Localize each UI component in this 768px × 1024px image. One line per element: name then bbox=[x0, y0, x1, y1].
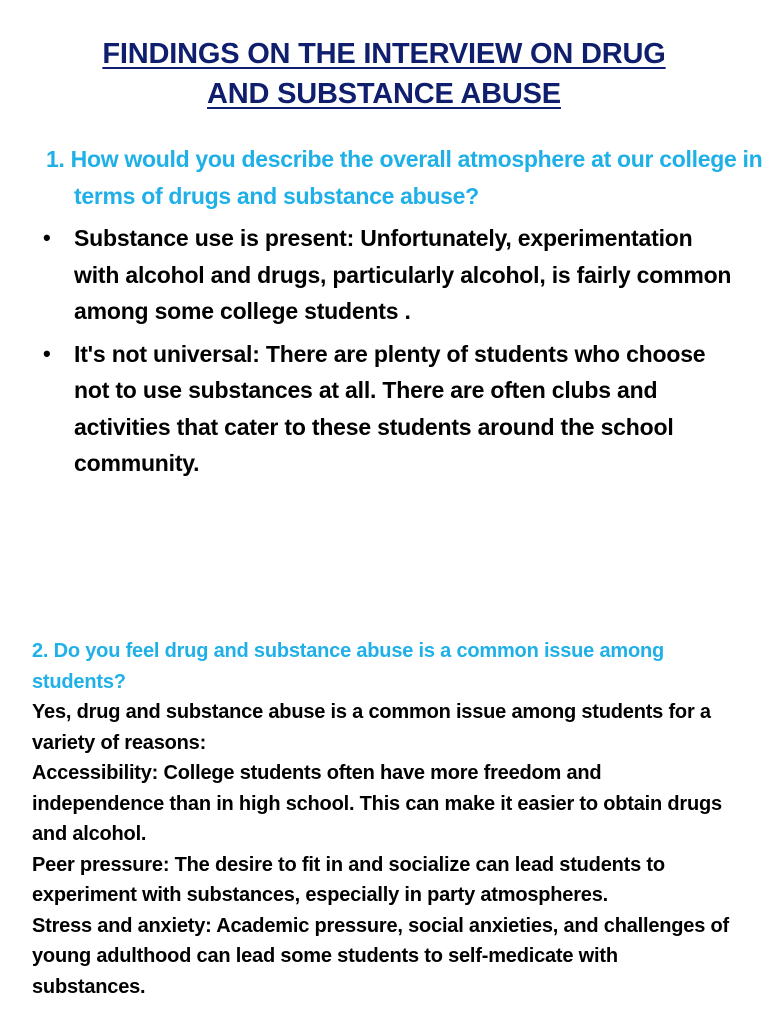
bullet-item bbox=[40, 220, 740, 330]
answer-paragraph: Peer pressure: The desire to fit in and socialize can lead students to experiment with substances, especially in party atmospheres. bbox=[32, 853, 665, 906]
bullet-icon: • bbox=[43, 225, 51, 250]
answer-paragraph: Yes, drug and substance abuse is a common issue among students for a variety of reasons: bbox=[32, 701, 711, 754]
bullet-text: Substance use is present: Unfortunately, experimentation with alcohol and drugs, particularly alcohol, is fairly common among some college students . bbox=[74, 225, 732, 324]
question-1: 1. How would you describe the overall atmosphere at our college in terms of drugs and substance abuse? bbox=[46, 146, 763, 209]
bullet-item bbox=[40, 336, 740, 482]
question-2-answer bbox=[32, 697, 732, 1002]
page-title bbox=[0, 34, 768, 114]
page-title-line-1: FINDINGS ON THE INTERVIEW ON DRUG bbox=[102, 38, 666, 70]
question-2: 2. Do you feel drug and substance abuse is a common issue among students? bbox=[32, 640, 664, 693]
question-1-answers bbox=[40, 220, 740, 488]
answer-paragraph: Accessibility: College students often have more freedom and independence than in high school. This can make it easier to obtain drugs and alcohol. bbox=[32, 762, 722, 845]
bullet-text: It's not universal: There are plenty of students who choose not to use substances at all. There are often clubs and activities that cater to these students around the school community. bbox=[74, 340, 706, 476]
page-title-line-2: AND SUBSTANCE ABUSE bbox=[207, 78, 561, 110]
bullet-icon: • bbox=[43, 340, 51, 366]
answer-paragraph: Stress and anxiety: Academic pressure, social anxieties, and challenges of young adulthood can lead some students to self-medicate with substances. bbox=[32, 914, 729, 998]
